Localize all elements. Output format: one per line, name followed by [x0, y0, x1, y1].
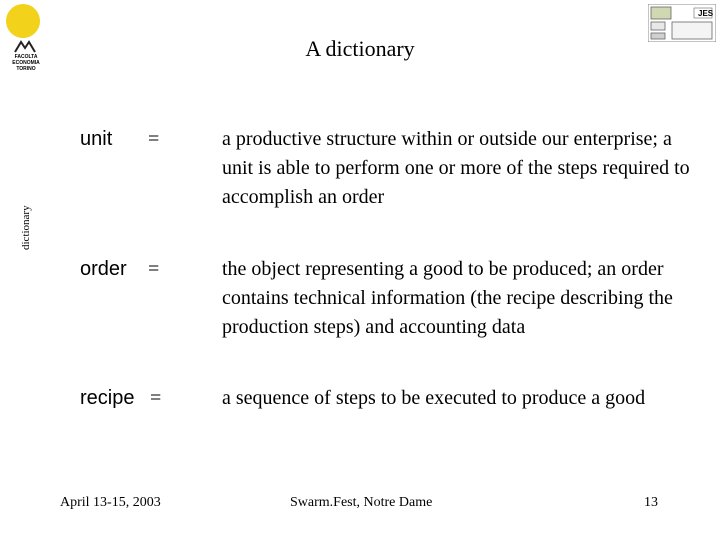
logo-sun-icon [6, 4, 40, 38]
definition-recipe: a sequence of steps to be executed to produce a good [222, 387, 646, 409]
slide-title: A dictionary [305, 36, 415, 61]
footer-date: April 13-15, 2003 [60, 495, 161, 510]
equals-sign: = [148, 128, 160, 150]
term-order: order [80, 258, 127, 280]
side-section-label: dictionary [20, 205, 32, 250]
equals-sign: = [148, 258, 160, 280]
definition-order: the object representing a good to be produced; an order contains technical information (the recipe describing the production steps) and accounting data [222, 258, 673, 338]
logo-jes-text: JES [698, 9, 714, 18]
footer-event: Swarm.Fest, Notre Dame [290, 495, 433, 510]
equals-sign: = [150, 387, 162, 409]
definition-unit: a productive structure within or outside our enterprise; a unit is able to perform one or more of the steps required to accomplish an order [222, 128, 690, 208]
logo-text: FACOLTA ECONOMIA TORINO [12, 54, 40, 72]
term-unit: unit [80, 128, 113, 150]
term-recipe: recipe [80, 387, 135, 409]
footer-page-number: 13 [644, 495, 658, 510]
